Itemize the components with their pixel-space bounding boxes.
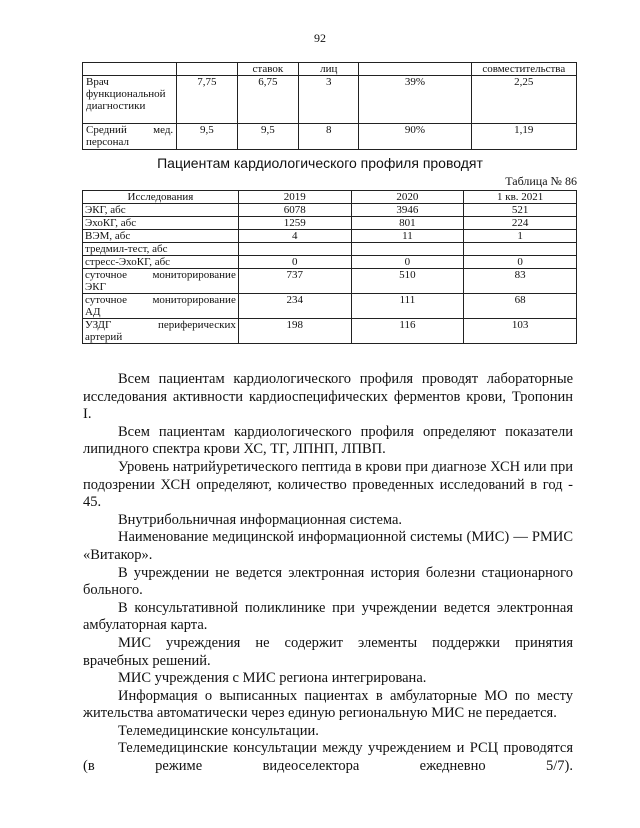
table-row xyxy=(83,230,577,243)
table-cell: 234 xyxy=(238,294,351,319)
paragraph: МИС учреждения не содержит элементы поддержки принятия врачебных решений. xyxy=(83,634,573,669)
row-label xyxy=(83,294,239,319)
table-cell: 198 xyxy=(238,319,351,344)
row-label-line: суточное мониторирование xyxy=(85,269,236,281)
table-cell: 68 xyxy=(464,294,577,319)
table-cell: 0 xyxy=(238,256,351,269)
table-row xyxy=(83,124,577,150)
table-cell xyxy=(177,63,237,76)
table-header-row xyxy=(83,191,577,204)
row-label: тредмил-тест, абс xyxy=(83,243,239,256)
table-cell: 0 xyxy=(464,256,577,269)
paragraph: Телемедицинские консультации. xyxy=(118,722,319,739)
table-cell: 3946 xyxy=(351,204,464,217)
row-label xyxy=(83,269,239,294)
table-cell: совместительства xyxy=(471,63,576,76)
row-label: ЭКГ, абс xyxy=(83,204,239,217)
row-label: ВЭМ, абс xyxy=(83,230,239,243)
table-row xyxy=(83,294,577,319)
table-cell: 6078 xyxy=(238,204,351,217)
table-cell: 11 xyxy=(351,230,464,243)
page-number: 92 xyxy=(314,31,326,45)
table-row xyxy=(83,204,577,217)
paragraph: Информация о выписанных пациентах в амбулаторные МО по месту жительства автоматически через единую региональную МИС не передается. xyxy=(83,687,573,722)
paragraph: Внутрибольничная информационная система. xyxy=(118,511,403,528)
body-text xyxy=(83,371,573,776)
cardio-table xyxy=(82,190,577,344)
staff-table xyxy=(82,62,577,150)
table-cell xyxy=(238,243,351,256)
paragraph: МИС учреждения с МИС региона интегрирована. xyxy=(118,670,427,687)
row-label: Средний мед. персонал xyxy=(83,124,177,150)
table-row xyxy=(83,319,577,344)
table-cell xyxy=(464,243,577,256)
table-title: Пациентам кардиологического профиля проводят xyxy=(157,155,483,171)
paragraph: Телемедицинские консультации между учреждением и РСЦ проводятся (в режиме видеоселектора ежедневно 5/7). xyxy=(83,740,573,775)
row-label: стресс-ЭхоКГ, абс xyxy=(83,256,239,269)
table-cell: 9,5 xyxy=(237,124,299,150)
table-cell: 9,5 xyxy=(177,124,237,150)
table-cell: 801 xyxy=(351,217,464,230)
table-cell xyxy=(83,63,177,76)
column-header: 2019 xyxy=(238,191,351,204)
table-cell: 4 xyxy=(238,230,351,243)
paragraph: Всем пациентам кардиологического профиля проводят лабораторные исследования активности кардиоспецифических ферментов крови, Тропонин I. xyxy=(83,371,573,423)
table-cell: ставок xyxy=(237,63,299,76)
paragraph: Всем пациентам кардиологического профиля определяют показатели липидного спектра крови ХС, ТГ, ЛПНП, ЛПВП. xyxy=(83,423,573,458)
table-cell: 1,19 xyxy=(471,124,576,150)
paragraph: В консультативной поликлинике при учреждении ведется электронная амбулаторная карта. xyxy=(83,599,573,634)
table-cell xyxy=(359,63,471,76)
row-label-line: АД xyxy=(85,306,101,318)
table-cell: 1259 xyxy=(238,217,351,230)
table-row xyxy=(83,243,577,256)
table-cell: 8 xyxy=(299,124,359,150)
table-row xyxy=(83,256,577,269)
table-cell: 521 xyxy=(464,204,577,217)
table-cell: 0 xyxy=(351,256,464,269)
table-cell: лиц xyxy=(299,63,359,76)
table-row xyxy=(83,269,577,294)
table-cell: 39% xyxy=(359,76,471,124)
table-number: Таблица № 86 xyxy=(505,174,577,188)
table-cell xyxy=(351,243,464,256)
column-header: 1 кв. 2021 xyxy=(464,191,577,204)
row-label: Врач функциональной диагностики xyxy=(83,76,177,124)
table-cell: 510 xyxy=(351,269,464,294)
table-row xyxy=(83,63,577,76)
table-cell: 1 xyxy=(464,230,577,243)
column-header: 2020 xyxy=(351,191,464,204)
table-cell: 7,75 xyxy=(177,76,237,124)
paragraph: Наименование медицинской информационной системы (МИС) — РМИС «Витакор». xyxy=(83,529,573,563)
paragraph: В учреждении не ведется электронная история болезни стационарного больного. xyxy=(83,564,573,599)
table-cell: 90% xyxy=(359,124,471,150)
row-label-line: артерий xyxy=(85,331,123,343)
table-cell: 83 xyxy=(464,269,577,294)
table-cell: 737 xyxy=(238,269,351,294)
row-label xyxy=(83,319,239,344)
table-cell: 2,25 xyxy=(471,76,576,124)
table-row xyxy=(83,217,577,230)
table-cell: 224 xyxy=(464,217,577,230)
table-cell: 111 xyxy=(351,294,464,319)
table-cell: 103 xyxy=(464,319,577,344)
row-label: ЭхоКГ, абс xyxy=(83,217,239,230)
table-cell: 116 xyxy=(351,319,464,344)
table-cell: 3 xyxy=(299,76,359,124)
table-cell: 6,75 xyxy=(237,76,299,124)
column-header: Исследования xyxy=(83,191,239,204)
table-row xyxy=(83,76,577,124)
paragraph: Уровень натрийуретического пептида в крови при диагнозе ХСН или при подозрении ХСН определяют, количество проведенных исследований в год - 45. xyxy=(83,458,573,511)
row-label-line: УЗДГ периферических xyxy=(85,319,236,331)
row-label-line: суточное мониторирование xyxy=(85,294,236,306)
row-label-line: ЭКГ xyxy=(85,281,106,293)
